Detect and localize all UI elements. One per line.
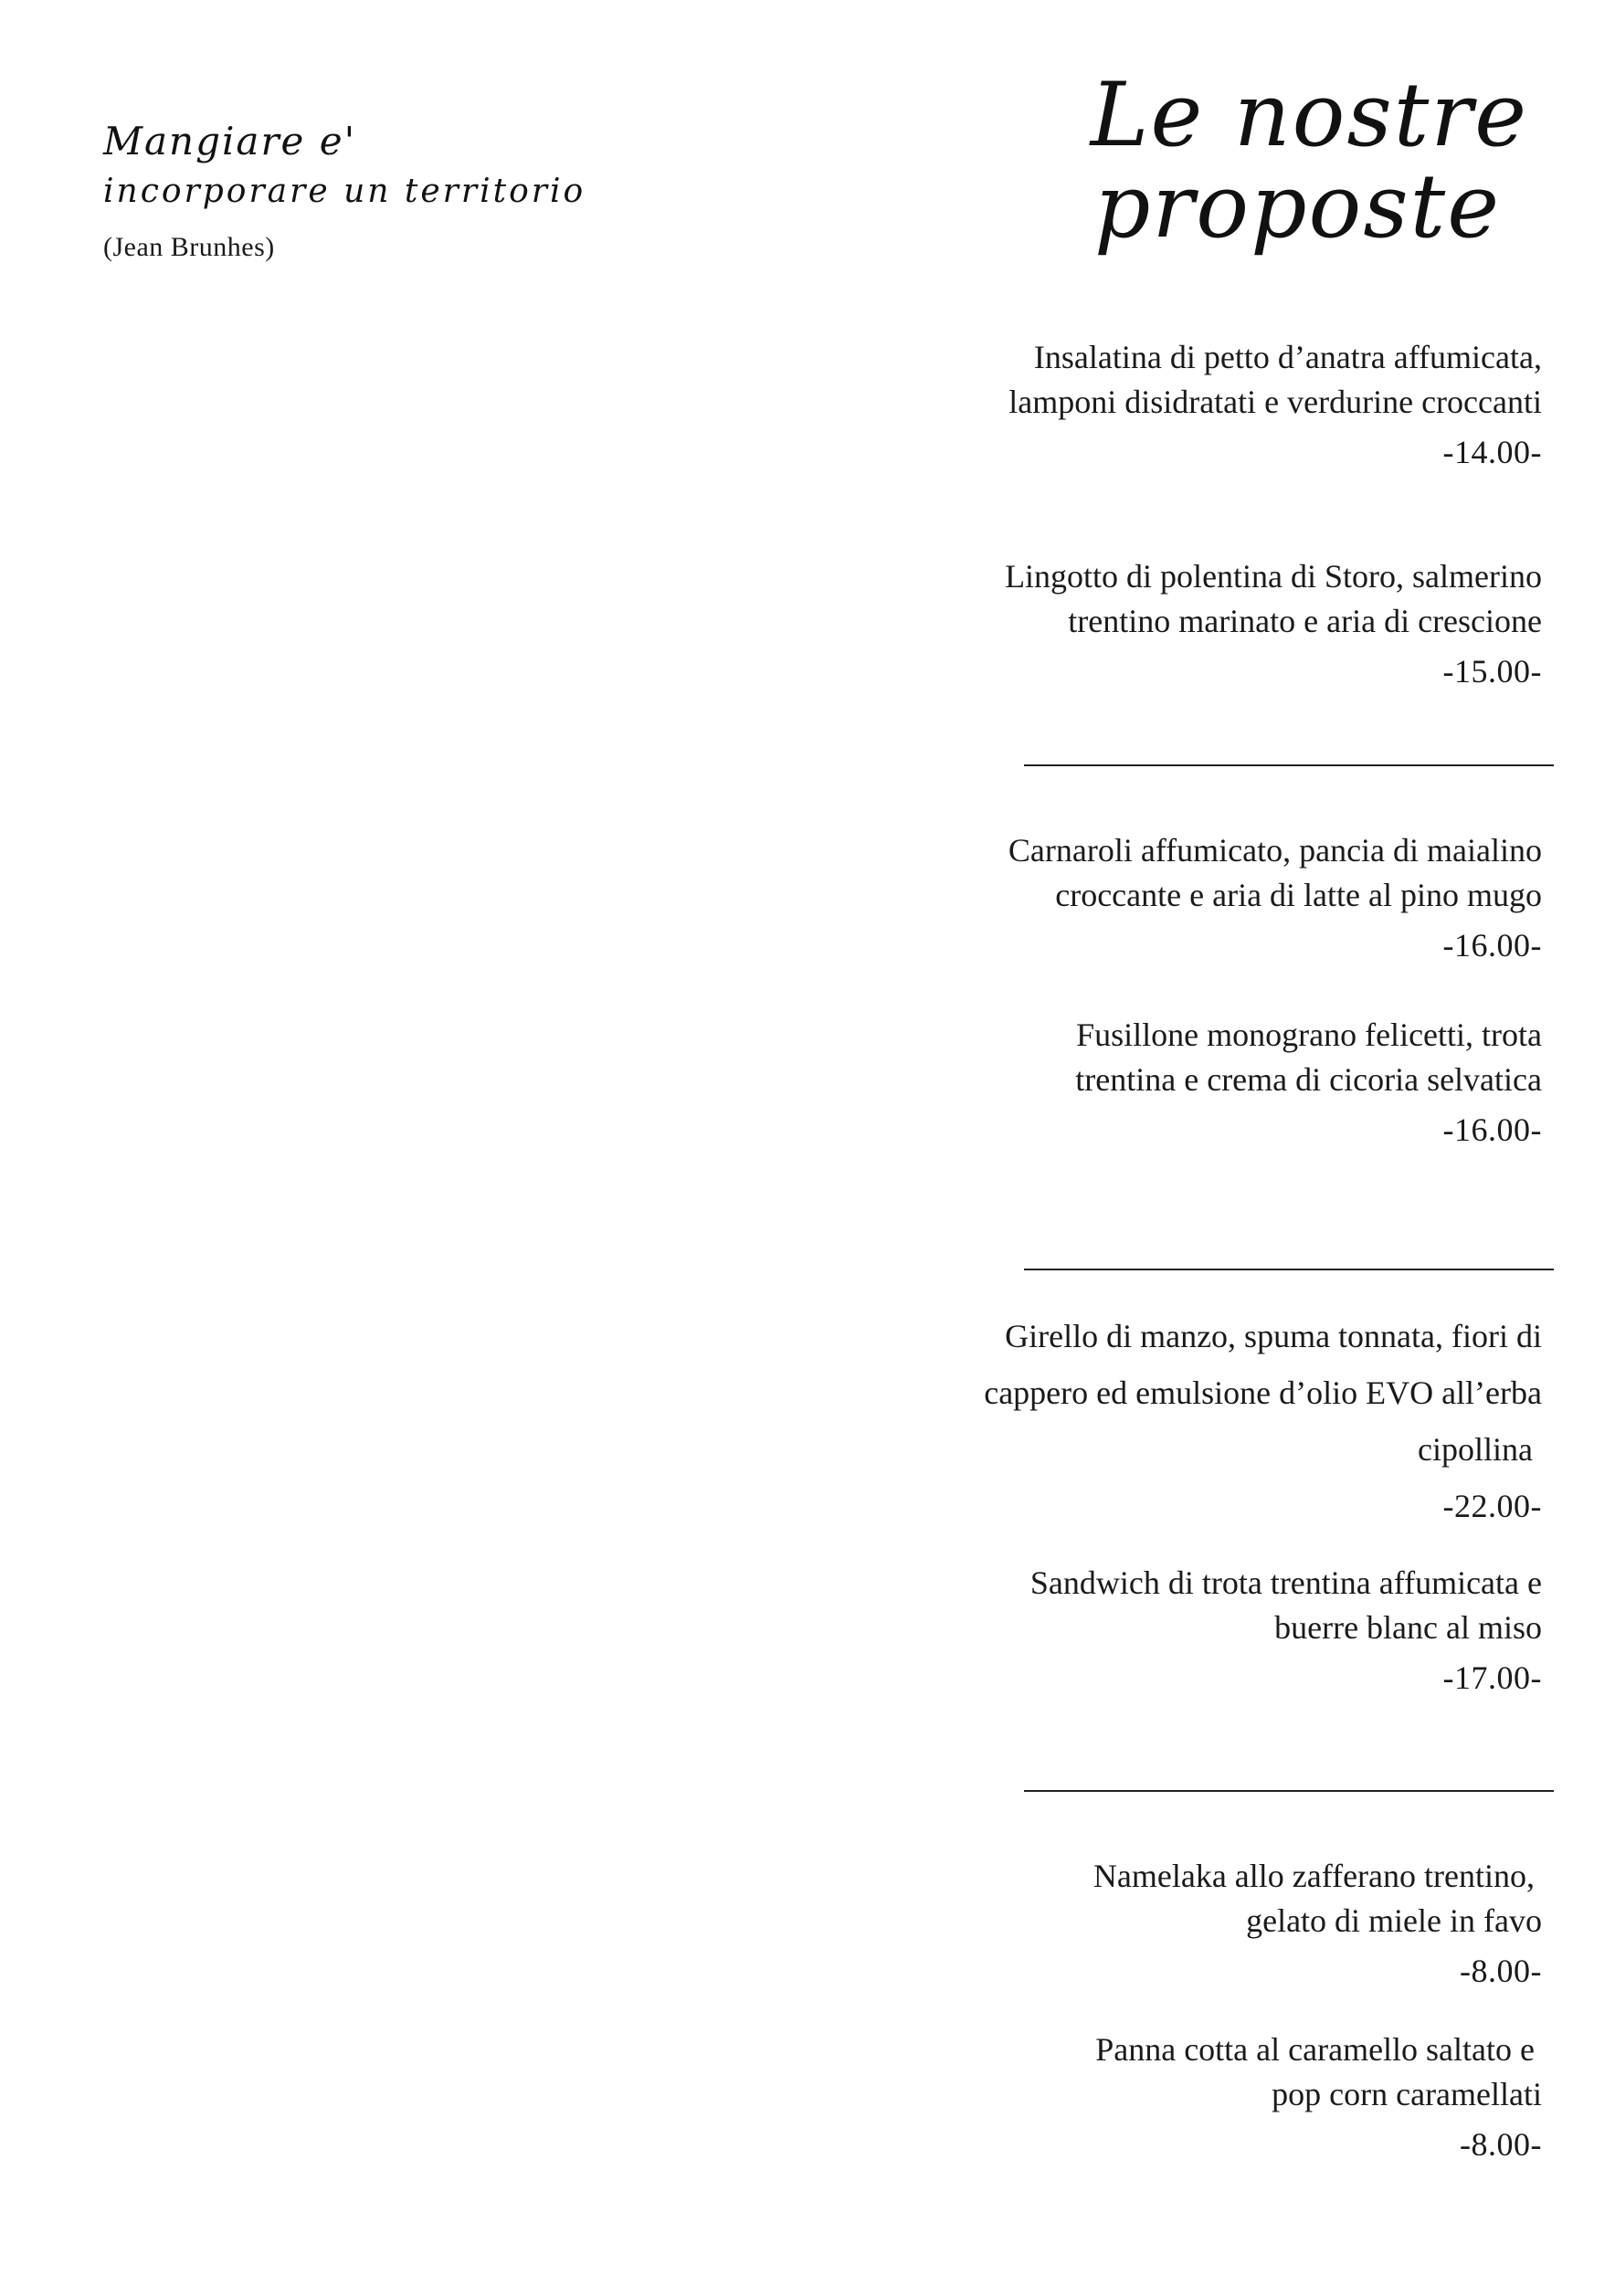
menu-item: [1008, 828, 1542, 968]
dish-price: -16.00-: [1442, 927, 1542, 964]
quote-line-1: Mangiare e': [103, 119, 357, 163]
dish-line: gelato di miele in favo: [1246, 1902, 1542, 1939]
menu-heading: [1090, 64, 1528, 258]
menu-item: [984, 1308, 1542, 1534]
quote-author: (Jean Brunhes): [103, 232, 275, 262]
menu-item: [1075, 1013, 1542, 1153]
dish-line: Panna cotta al caramello saltato e: [1095, 2031, 1535, 2068]
section-divider: [1024, 1269, 1554, 1270]
heading-line-2: proposte: [1093, 155, 1501, 258]
dish-line: Girello di manzo, spuma tonnata, fiori di: [1005, 1318, 1542, 1354]
dish-price: -22.00-: [1442, 1488, 1542, 1524]
quote-line-2: incorporare un territorio: [103, 173, 586, 210]
dish-line: buerre blanc al miso: [1274, 1609, 1542, 1646]
dish-line: trentina e crema di cicoria selvatica: [1075, 1061, 1542, 1098]
quote-block: [103, 115, 615, 263]
menu-item: [1005, 554, 1542, 694]
dish-line: Carnaroli affumicato, pancia di maialino: [1008, 832, 1542, 869]
dish-price: -14.00-: [1442, 434, 1542, 470]
dish-line: Sandwich di trota trentina affumicata e: [1029, 1564, 1542, 1601]
dish-line: Namelaka allo zafferano trentino,: [1092, 1858, 1535, 1894]
dish-line: cipollina: [1418, 1431, 1533, 1468]
dish-price: -8.00-: [1460, 2126, 1542, 2163]
menu-item: [1008, 335, 1542, 475]
dish-price: -17.00-: [1442, 1659, 1542, 1696]
dish-price: -8.00-: [1460, 1953, 1542, 1989]
menu-item: [1095, 2027, 1542, 2167]
dish-line: Insalatina di petto d’anatra affumicata,: [1033, 339, 1542, 375]
dish-line: Lingotto di polentina di Storo, salmerino: [1005, 558, 1542, 595]
dish-line: trentino marinato e aria di crescione: [1068, 603, 1542, 639]
dish-line: pop corn caramellati: [1272, 2076, 1542, 2112]
section-divider: [1024, 764, 1554, 766]
menu-item: [1030, 1561, 1542, 1701]
dish-line: lamponi disidratati e verdurine croccanti: [1008, 384, 1542, 420]
dish-line: Fusillone monograno felicetti, trota: [1076, 1016, 1542, 1053]
menu-item: [1093, 1854, 1542, 1994]
dish-price: -15.00-: [1442, 653, 1542, 690]
heading-line-1: Le nostre: [1090, 64, 1528, 166]
dish-price: -16.00-: [1442, 1111, 1542, 1148]
dish-line: cappero ed emulsione d’olio EVO all’erba: [984, 1374, 1542, 1411]
section-divider: [1024, 1790, 1554, 1792]
dish-line: croccante e aria di latte al pino mugo: [1055, 877, 1542, 913]
